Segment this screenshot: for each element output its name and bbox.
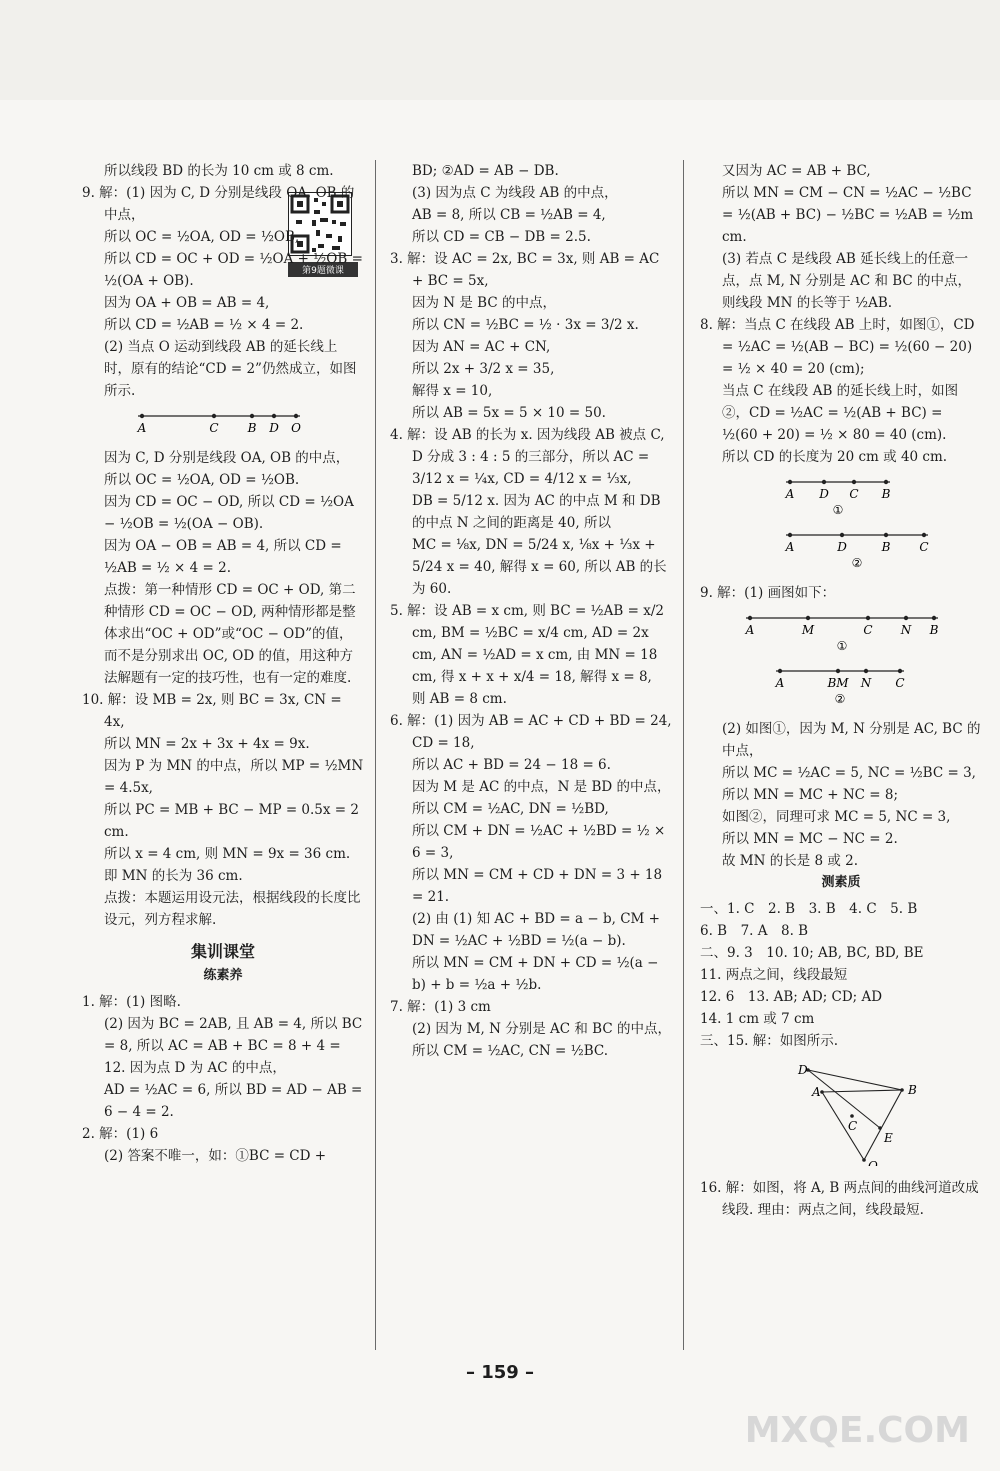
text-line: 所以 CD = ½AB = ½ × 4 = 2. — [104, 317, 304, 333]
segment-point — [250, 414, 254, 418]
text-line: 9. 解：(1) 因为 C, D 分别是线段 OA, OB 的中点， — [82, 185, 355, 223]
segment-point — [932, 616, 936, 620]
point-label: E — [884, 1131, 893, 1145]
segment-point — [884, 533, 888, 537]
text-line: 1. 解：(1) 图略. — [82, 994, 181, 1010]
point-label: C — [209, 421, 219, 435]
point-label: BM — [827, 676, 849, 690]
text-line: 6. 解：(1) 因为 AB = AC + CD + BD = 24, CD = 18, — [390, 713, 672, 751]
text-line: 因为 C, D 分别是线段 OA, OB 的中点， — [104, 450, 350, 466]
text-line: 所以 CN = ½BC = ½ · 3x = 3/2 x. — [412, 317, 639, 333]
text-line: 故 MN 的长是 8 或 2. — [722, 853, 859, 869]
point-label: B — [247, 421, 257, 435]
segment-point — [140, 414, 144, 418]
qr-caption: 第9题微课 — [288, 262, 358, 277]
text-line: DB = 5/12 x. 因为 AC 的中点 M 和 DB 的中点 N 之间的距离是 40, 所以 — [412, 493, 661, 531]
point-label: A — [775, 676, 785, 690]
point-label: A — [745, 623, 755, 637]
text-line: (3) 因为点 C 为线段 AB 的中点， — [412, 185, 618, 201]
text-line: 二、9. 3 10. 10; AB, BC, BD, BE — [700, 945, 924, 961]
segment-point — [748, 616, 752, 620]
point-label: O — [291, 421, 301, 435]
text-line: 11. 两点之间，线段最短 — [700, 967, 848, 983]
text-line: 14. 1 cm 或 7 cm — [700, 1011, 815, 1027]
point-label: B — [881, 540, 891, 554]
figure — [82, 406, 364, 443]
point-label: C — [919, 540, 929, 554]
segment-point — [884, 480, 888, 484]
figure-15 — [780, 1056, 930, 1166]
figure-line — [822, 1092, 864, 1160]
point-label: D — [837, 540, 847, 554]
segment-point — [788, 533, 792, 537]
point-label: B — [881, 487, 891, 501]
figure-point — [862, 1158, 866, 1162]
text-line: 又因为 AC = AB + BC, — [722, 163, 871, 179]
column-1 — [82, 160, 364, 1167]
segment-figure — [750, 472, 930, 518]
text-line: 一、1. C 2. B 3. B 4. C 5. B — [700, 901, 918, 917]
text-line: 所以线段 BD 的长为 10 cm 或 8 cm. — [104, 163, 334, 179]
text-line: 9. 解：(1) 画图如下： — [700, 585, 836, 601]
segment-point — [212, 414, 216, 418]
column-2 — [390, 160, 672, 1062]
point-label: A — [137, 421, 147, 435]
segment-figure — [122, 406, 322, 436]
text-line: (2) 当点 O 运动到线段 AB 的延长线上时，原有的结论“CD = 2”仍然成立，如图所示. — [104, 339, 357, 399]
point-label: O — [868, 1159, 878, 1166]
segment-point — [864, 669, 868, 673]
text-line: (3) 若点 C 是线段 AB 延长线上的任意一点，点 M, N 分别是 AC 和 BC 的中点，则线段 MN 的长等于 ½AB. — [722, 251, 972, 311]
text-line: 所以 MC = ½AC = 5, NC = ½BC = 3, — [722, 765, 976, 781]
text-line: (2) 如图①，因为 M, N 分别是 AC, BC 的中点， — [722, 721, 981, 759]
column-divider — [375, 160, 376, 1350]
point-label: C — [849, 487, 859, 501]
figure-point — [850, 1114, 854, 1118]
segment-point — [898, 669, 902, 673]
point-label: D — [798, 1063, 808, 1077]
text-line: 所以 2x + 3/2 x = 35, — [412, 361, 555, 377]
segment-figure — [750, 525, 940, 571]
text-line: 解得 x = 10, — [412, 383, 493, 399]
figure-caption: ① — [836, 639, 848, 653]
figure-line — [864, 1090, 902, 1160]
point-label: N — [860, 676, 872, 690]
point-label: A — [785, 487, 795, 501]
point-label: M — [801, 623, 815, 637]
text-line: 所以 MN = CM + CD + DN = 3 + 18 = 21. — [412, 867, 663, 905]
text-line: 三、15. 解：如图所示. — [700, 1033, 839, 1049]
text-line: 如图②，同理可求 MC = 5, NC = 3, — [722, 809, 951, 825]
section-subtitle: 测素质 — [821, 875, 861, 890]
text-line: 所以 OC = ½OA, OD = ½OB, — [104, 229, 300, 245]
segment-point — [822, 480, 826, 484]
segment-figure — [740, 608, 950, 654]
text-line: 所以 PC = MB + BC − MP = 0.5x = 2 cm. — [104, 802, 359, 840]
figure — [700, 472, 982, 578]
text-line: 所以 MN = MC − NC = 2. — [722, 831, 898, 847]
figure-caption: ② — [834, 692, 846, 706]
text-line: 所以 AB = 5x = 5 × 10 = 50. — [412, 405, 606, 421]
figure-point — [878, 1126, 882, 1130]
text-line: (2) 由 (1) 知 AC + BD = a − b, CM + DN = ½AC + ½BD = ½(a − b). — [412, 911, 660, 949]
segment-point — [922, 533, 926, 537]
text-line: 因为 M 是 AC 的中点，N 是 BD 的中点， — [412, 779, 671, 795]
text-line: (2) 因为 M, N 分别是 AC 和 BC 的中点， — [412, 1021, 671, 1037]
text-line: 因为 OA + OB = AB = 4, — [104, 295, 270, 311]
text-line: 点拨：第一种情形 CD = OC + OD, 第二种情形 CD = OC − OD, 两种情形都是整体求出“OC + OD”或“OC − OD”的值，而不是分别求出 OC, OD 的值，用这种方法解题有一定的技巧性，也有一定的难度. — [104, 582, 356, 686]
figure-line — [808, 1070, 902, 1090]
point-label: N — [900, 623, 912, 637]
figure-caption: ① — [832, 503, 844, 517]
text-line: 即 MN 的长为 36 cm. — [104, 868, 243, 884]
column-divider — [683, 160, 684, 1350]
text-line: 5. 解：设 AB = x cm, 则 BC = ½AB = x/2 cm, BM = ½BC = x/4 cm, AD = 2x cm, AN = ½AD = x cm, 由 MN = 18 cm, 得 x + x + x/4 = 18, 解得 x = 8, — [390, 603, 664, 685]
segment-point — [836, 669, 840, 673]
watermark-logo: MXQE.COM — [744, 1410, 970, 1451]
text-line: 所以 CD = OC + OD = ½OA + ½OB = ½(OA + OB). — [104, 251, 363, 289]
text-line: AB = 8, 所以 CB = ½AB = 4, — [412, 207, 606, 223]
point-label: A — [812, 1085, 821, 1099]
text-line: 12. 6 13. AB; AD; CD; AD — [700, 989, 883, 1005]
text-line: 所以 OC = ½OA, OD = ½OB. — [104, 472, 300, 488]
figure — [700, 608, 982, 714]
figure — [700, 1056, 982, 1173]
point-label: D — [819, 487, 829, 501]
text-line: 4. 解：设 AB 的长为 x. 因为线段 AB 被点 C, D 分成 3 : 4 : 5 的三部分，所以 AC = 3/12 x = ¼x, CD = 4/12 x = ⅓x, — [390, 427, 665, 487]
point-label: C — [895, 676, 905, 690]
text-line: 16. 解：如图，将 A, B 两点间的曲线河道改成线段. 理由：两点之间，线段最短. — [700, 1180, 979, 1218]
segment-point — [852, 480, 856, 484]
text-line: 2. 解：(1) 6 — [82, 1126, 159, 1142]
text-line: BD; ②AD = AB − DB. — [412, 163, 559, 179]
figure-line — [808, 1070, 880, 1128]
segment-point — [840, 533, 844, 537]
text-line: 所以 CD = CB − DB = 2.5. — [412, 229, 591, 245]
figure-caption: ② — [851, 556, 863, 570]
point-label: C — [863, 623, 873, 637]
text-line: 所以 CD 的长度为 20 cm 或 40 cm. — [722, 449, 948, 465]
text-line: 所以 CM = ½AC, CN = ½BC. — [412, 1043, 609, 1059]
figure-point — [900, 1088, 904, 1092]
segment-point — [788, 480, 792, 484]
text-line: 所以 MN = CM + DN + CD = ½(a − b) + b = ½a + ½b. — [412, 955, 659, 993]
point-label: D — [269, 421, 279, 435]
text-line: 8. 解：当点 C 在线段 AB 上时，如图①，CD = ½AC = ½(AB − BC) = ½(60 − 20) = ½ × 40 = 20 (cm); — [700, 317, 975, 377]
text-line: 所以 MN = MC + NC = 8; — [722, 787, 899, 803]
segment-point — [904, 616, 908, 620]
text-line: MC = ⅛x, DN = 5/24 x, ⅛x + ⅓x + 5/24 x = 40, 解得 x = 60, 所以 AB 的长为 60. — [412, 537, 667, 597]
text-line: 7. 解：(1) 3 cm — [390, 999, 491, 1015]
column-3 — [700, 160, 982, 1221]
text-line: AD = ½AC = 6, 所以 BD = AD − AB = 6 − 4 = 2. — [104, 1082, 363, 1120]
text-line: 因为 AN = AC + CN, — [412, 339, 551, 355]
segment-point — [778, 669, 782, 673]
text-line: 当点 C 在线段 AB 的延长线上时，如图②，CD = ½AC = ½(AB + BC) = ½(60 + 20) = ½ × 80 = 40 (cm). — [722, 383, 959, 443]
text-line: 因为 N 是 BC 的中点， — [412, 295, 556, 311]
text-line: (2) 答案不唯一，如：①BC = CD + — [104, 1148, 327, 1164]
section-title: 集训课堂 — [190, 942, 255, 961]
point-label: B — [908, 1083, 917, 1097]
text-line: 所以 CM = ½AC, DN = ½BD, — [412, 801, 609, 817]
page-number: – 159 – — [465, 1362, 535, 1383]
segment-point — [866, 616, 870, 620]
point-label: C — [848, 1119, 858, 1133]
text-line: 所以 AC + BD = 24 − 18 = 6. — [412, 757, 611, 773]
text-line: 因为 P 为 MN 的中点，所以 MP = ½MN = 4.5x, — [104, 758, 364, 796]
point-label: B — [929, 623, 939, 637]
figure-point — [820, 1090, 824, 1094]
segment-point — [272, 414, 276, 418]
segment-figure — [740, 661, 940, 707]
text-line: 所以 MN = 2x + 3x + 4x = 9x. — [104, 736, 310, 752]
text-line: 所以 MN = CM − CN = ½AC − ½BC = ½(AB + BC) − ½BC = ½AB = ½m cm. — [722, 185, 974, 245]
text-line: 所以 x = 4 cm, 则 MN = 9x = 36 cm. — [104, 846, 351, 862]
text-line: 因为 CD = OC − OD, 所以 CD = ½OA − ½OB = ½(OA − OB). — [104, 494, 354, 532]
section-subtitle: 练素养 — [203, 968, 243, 983]
text-line: 6. B 7. A 8. B — [700, 923, 809, 939]
point-label: A — [785, 540, 795, 554]
segment-point — [806, 616, 810, 620]
text-line: 所以 CM + DN = ½AC + ½BD = ½ × 6 = 3, — [412, 823, 666, 861]
text-line: 则 AB = 8 cm. — [412, 691, 507, 707]
page-top-band — [0, 0, 1000, 100]
text-line: 因为 OA − OB = AB = 4, 所以 CD = ½AB = ½ × 4 = 2. — [104, 538, 342, 576]
text-line: 10. 解：设 MB = 2x, 则 BC = 3x, CN = 4x, — [82, 692, 342, 730]
text-line: 3. 解：设 AC = 2x, BC = 3x, 则 AB = AC + BC = 5x, — [390, 251, 660, 289]
segment-point — [294, 414, 298, 418]
text-line: 点拨：本题运用设元法，根据线段的长度比设元，列方程求解. — [104, 890, 361, 928]
text-line: (2) 因为 BC = 2AB, 且 AB = 4, 所以 BC = 8, 所以 AC = AB + BC = 8 + 4 = 12. 因为点 D 为 AC 的中点， — [104, 1016, 363, 1076]
